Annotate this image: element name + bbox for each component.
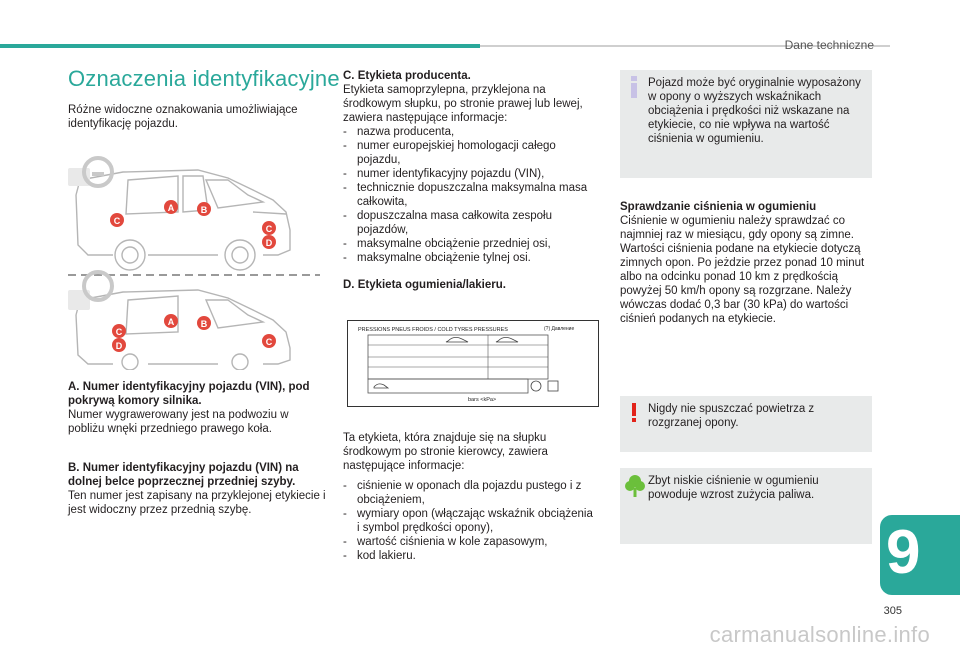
block-b-title: B. Numer identyfikacyjny pojazdu (VIN) na dolnej belce poprzecznej przedniej szyby. — [68, 462, 299, 488]
section-title: Oznaczenia identyfikacyjne — [68, 66, 340, 91]
list-item: - numer identyfikacyjny pojazdu (VIN), — [343, 167, 593, 181]
block-b-body: Ten numer jest zapisany na przyklejonej etykiecie i jest widoczny przez przednią szybę. — [68, 490, 326, 516]
list-item: - dopuszczalna masa całkowita zespołu pojazdów, — [343, 209, 593, 237]
block-d-body: Ta etykieta, która znajduje się na słupku środkowym po stronie kierowcy, zawiera następujące informacje: — [343, 432, 548, 472]
svg-text:C: C — [265, 337, 273, 347]
warning-note-text: Nigdy nie spuszczać powietrza z rozgrzanej opony. — [648, 403, 815, 429]
block-c — [343, 69, 593, 265]
list-item: - maksymalne obciążenie przedniej osi, — [343, 237, 593, 251]
block-d-title: D. Etykieta ogumienia/lakieru. — [343, 279, 506, 291]
marker-b-top — [197, 202, 211, 216]
info-note-text: Pojazd może być oryginalnie wyposażony w opony o wyższych wskaźnikach obciążenia i prędkości niż wskazane na etykiecie, co nie wpływa na wartość ciśnienia w ogumieniu. — [648, 77, 861, 145]
block-c-body: Etykieta samoprzylepna, przyklejona na środkowym słupku, po stronie prawej lub lewej, zawiera następujące informacje: — [343, 84, 583, 124]
svg-text:C: C — [115, 327, 123, 337]
van-bottom-drawing — [76, 290, 290, 370]
marker-d-bottom — [112, 338, 126, 352]
block-a — [68, 380, 323, 436]
steering-wheel-icon-bottom — [68, 272, 112, 310]
block-d-list — [343, 479, 595, 563]
marker-c-bottom-left — [112, 324, 126, 338]
tree-icon — [625, 474, 645, 498]
pressure-check — [620, 200, 875, 326]
svg-text:D: D — [115, 341, 123, 351]
vehicle-illustration — [68, 150, 320, 370]
marker-d-top — [262, 235, 276, 249]
block-c-list — [343, 125, 593, 265]
svg-text:D: D — [265, 238, 273, 248]
eco-note — [620, 468, 872, 544]
list-item: - nazwa producenta, — [343, 125, 593, 139]
block-a-body: Numer wygrawerowany jest na podwoziu w pobliżu wnęki przedniego prawego koła. — [68, 409, 289, 435]
header-accent-bar — [0, 44, 480, 48]
chapter-number: 9 — [886, 518, 921, 587]
marker-c-bottom-right — [262, 334, 276, 348]
svg-text:B: B — [200, 319, 208, 329]
section-intro: Różne widoczne oznakowania umożliwiające identyfikację pojazdu. — [68, 104, 298, 130]
list-item: - maksymalne obciążenie tylnej osi. — [343, 251, 593, 265]
list-item: - ciśnienie w oponach dla pojazdu pustego i z obciążeniem, — [343, 479, 595, 507]
block-d — [343, 431, 595, 563]
marker-a-bottom — [164, 314, 178, 328]
eco-note-text: Zbyt niskie ciśnienie w ogumieniu powoduje wzrost zużycia paliwa. — [648, 475, 819, 501]
list-item: - wymiary opon (włączając wskaźnik obciążenia i symbol prędkości opony), — [343, 507, 595, 535]
svg-text:B: B — [200, 205, 208, 215]
list-item: - wartość ciśnienia w kole zapasowym, — [343, 535, 595, 549]
pressure-check-title: Sprawdzanie ciśnienia w ogumieniu — [620, 201, 817, 213]
marker-a-top — [164, 200, 178, 214]
svg-text:C: C — [265, 224, 273, 234]
block-c-title: C. Etykieta producenta. — [343, 70, 471, 82]
svg-text:C: C — [113, 216, 121, 226]
block-b — [68, 461, 326, 517]
svg-text:PRESSIONS PNEUS FROIDS / COLD: PRESSIONS PNEUS FROIDS / COLD TYRES PRESSURES — [358, 327, 508, 333]
svg-text:bars <kPa>: bars <kPa> — [468, 397, 497, 403]
svg-text:A: A — [167, 317, 175, 327]
watermark: carmanualsonline.info — [709, 622, 930, 647]
warning-note — [620, 396, 872, 452]
page-number: 305 — [883, 605, 902, 617]
info-note — [620, 70, 872, 178]
block-a-title: A. Numer identyfikacyjny pojazdu (VIN), pod pokrywą komory silnika. — [68, 381, 310, 407]
info-icon — [626, 76, 642, 98]
marker-c-top-left — [110, 213, 124, 227]
chapter-tab — [880, 515, 960, 595]
van-top-drawing — [76, 170, 290, 270]
tyre-label-drawing — [348, 321, 598, 406]
list-item: - technicznie dopuszczalna maksymalna masa całkowita, — [343, 181, 593, 209]
list-item: - numer europejskiej homologacji całego pojazdu, — [343, 139, 593, 167]
marker-b-bottom — [197, 316, 211, 330]
list-item: - kod lakieru. — [343, 549, 595, 563]
marker-c-top-right — [262, 221, 276, 235]
steering-wheel-icon — [68, 158, 112, 186]
chapter-title: Dane techniczne — [784, 38, 874, 52]
warning-icon — [626, 402, 642, 424]
svg-text:(?) Давление: (?) Давление — [544, 326, 575, 332]
pressure-check-body: Ciśnienie w ogumieniu należy sprawdzać co najmniej raz w miesiącu, gdy opony są zimne. Wartości ciśnienia podane na etykiecie dotyczą zimnych opon. Po jeżdzie przez ponad 10 minut albo na odcinku ponad 10 km z prędkością powyżej 50 km/h opony są rozgrzane. Należy wówczas dodać 0,3 bar (30 kPa) do wartości ciśnień podanych na etykiecie. — [620, 215, 865, 325]
tyre-label-image — [347, 320, 599, 407]
svg-text:A: A — [167, 203, 175, 213]
